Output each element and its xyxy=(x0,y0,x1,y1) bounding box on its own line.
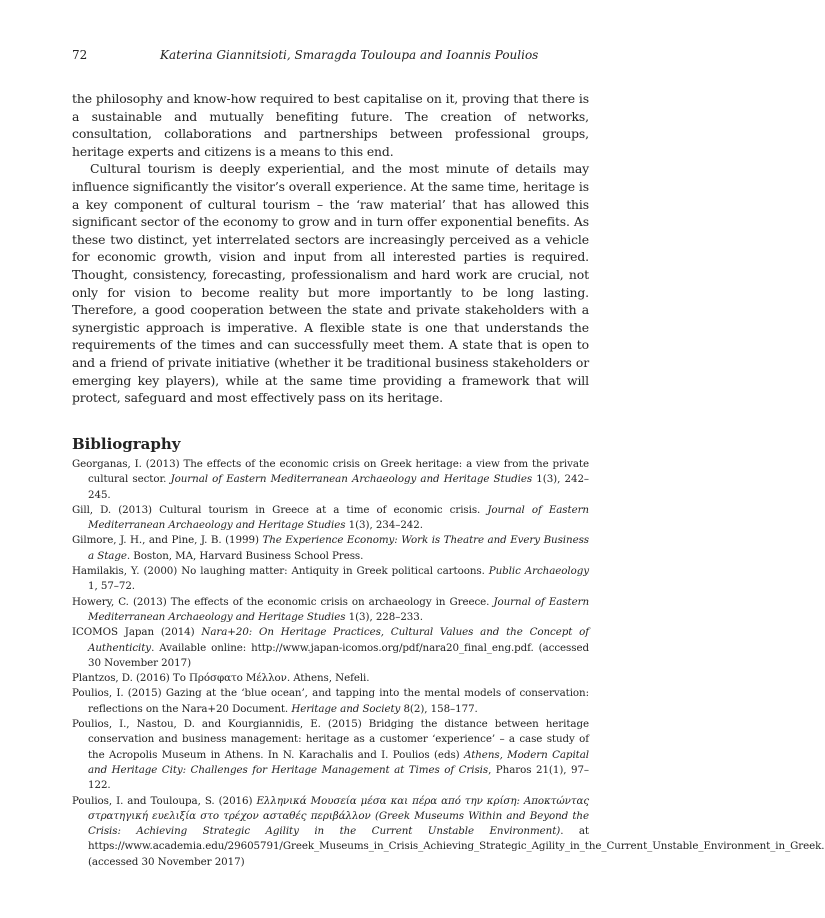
body-text xyxy=(72,90,589,407)
bibliography-list xyxy=(72,457,825,870)
bibliography-entry xyxy=(72,686,589,717)
entry-text: Poulios, I., Nastou, D. and Kourgiannidis, E. (2015) Bridging the distance between heritage conservation and business management: heritage as a customer ‘experience’ – a case study of the Acropolis Museum in Athens. In N. Karachalis and I. Poulios (eds) xyxy=(72,718,589,761)
entry-title: The Experience Economy: Work is Theatre and Every Business a Stage xyxy=(88,534,589,562)
running-head: Katerina Giannitsioti, Smaragda Touloupa and Ioannis Poulios xyxy=(160,48,539,62)
entry-details: 1, 57–72. xyxy=(88,580,136,593)
bibliography-entry xyxy=(72,625,589,671)
bibliography-entry xyxy=(72,564,589,595)
bibliography-entry xyxy=(72,533,589,564)
entry-text: Howery, C. (2013) The effects of the economic crisis on archaeology in Greece. xyxy=(72,595,494,608)
entry-title: Journal of Eastern Mediterranean Archaeology and Heritage Studies xyxy=(88,503,589,532)
entry-title: Nara+20: On Heritage Practices, Cultural Values and the Concept of Authenticity xyxy=(88,626,589,654)
entry-text: Gill, D. (2013) Cultural tourism in Greece at a time of economic crisis. xyxy=(72,503,488,516)
page-number: 72 xyxy=(72,48,88,62)
bibliography-heading: Bibliography xyxy=(72,435,181,453)
entry-text: Poulios, I. and Touloupa, S. (2016) xyxy=(72,794,257,807)
entry-details: 1(3), 242–245. xyxy=(88,473,589,501)
bibliography-entry xyxy=(72,794,825,870)
entry-title: Journal of Eastern Mediterranean Archaeology and Heritage Studies xyxy=(170,473,533,486)
entry-text: Plantzos, D. (2016) Το Πρόσφατο Μέλλον. Athens, Nefeli. xyxy=(72,672,370,685)
body-paragraph: Cultural tourism is deeply experiential, and the most minute of details may influence significantly the visitor’s overall experience. At the same time, heritage is a key component of cultural tourism – the ‘raw material’ that has allowed this significant sector of the economy to grow and in turn offer exponential benefits. As these two distinct, yet interrelated sectors are increasingly perceived as a vehicle for economic growth, vision and input from all interested parties is required. Thought, consistency, forecasting, professionalism and hard work are crucial, not only for vision to become reality but more importantly to be long lasting. Therefore, a good cooperation between the state and private stakeholders with a synergistic approach is imperative. A flexible state is one that understands the requirements of the times and can successfully meet them. A state that is open to and a friend of private initiative (whether it be traditional business stakeholders or emerging key players), while at the same time providing a framework that will protect, safeguard and most effectively pass on its heritage. xyxy=(72,161,589,406)
entry-details: . at https://www.academia.edu/29605791/Greek_Museums_in_Crisis_Achieving_Strategic_Agility_in_the_Current_Unstable_Environment_in_Greek. (accessed 30 November 2017) xyxy=(88,825,825,868)
body-paragraph: the philosophy and know-how required to best capitalise on it, proving that there is a sustainable and mutually benefiting future. The creation of networks, consultation, collaborations and partnerships between professional groups, heritage experts and citizens is a means to this end. xyxy=(72,91,589,159)
entry-text: Hamilakis, Y. (2000) No laughing matter: Antiquity in Greek political cartoons. xyxy=(72,565,489,578)
entry-title: Public Archaeology xyxy=(488,565,589,578)
entry-title: Journal of Eastern Mediterranean Archaeology and Heritage Studies xyxy=(88,595,589,623)
entry-details: . Available online: http://www.japan-icomos.org/pdf/nara20_final_eng.pdf. (accessed 30 November 2017) xyxy=(88,641,589,669)
entry-details: 8(2), 158–177. xyxy=(400,702,478,715)
bibliography-entry xyxy=(72,671,589,686)
entry-text: Gilmore, J. H., and Pine, J. B. (1999) xyxy=(72,534,263,547)
entry-title: Athens, Modern Capital and Heritage City: Challenges for Heritage Management at Times of Crisis xyxy=(88,748,589,776)
bibliography-entry xyxy=(72,595,589,626)
entry-details: . Boston, MA, Harvard Business School Press. xyxy=(126,549,364,562)
bibliography-entry xyxy=(72,717,589,793)
entry-details: 1(3), 234–242. xyxy=(345,519,423,532)
entry-details: , Pharos 21(1), 97–122. xyxy=(88,763,590,792)
bibliography-entry xyxy=(72,457,589,503)
entry-details: 1(3), 228–233. xyxy=(345,610,423,623)
entry-title: Heritage and Society xyxy=(291,702,401,715)
bibliography-entry xyxy=(72,503,589,534)
entry-text: Poulios, I. (2015) Gazing at the ‘blue ocean’, and tapping into the mental models of conservation: reflections on the Nara+20 Document. xyxy=(72,687,589,715)
entry-text: Georganas, I. (2013) The effects of the economic crisis on Greek heritage: a view from the private cultural sector. xyxy=(72,458,589,486)
entry-title: Ελληνικά Μουσεία μέσα και πέρα από την κρίση: Αποκτώντας στρατηγική ευελιξία στο τρέχον ασταθές περιβάλλον (Greek Museums Within and Beyond the Crisis: Achieving Strategic Agility in the Current Unstable Environment) xyxy=(88,794,590,838)
entry-text: ICOMOS Japan (2014) xyxy=(72,626,202,639)
